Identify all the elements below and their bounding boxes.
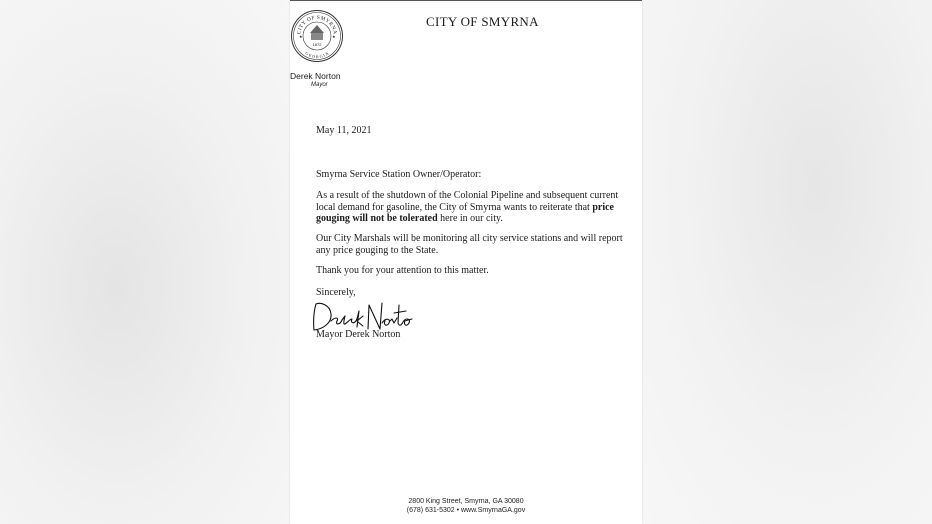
seal-emblem-icon xyxy=(310,25,324,33)
letter-paragraph-3: Thank you for your attention to this matter. xyxy=(316,265,489,276)
blurred-background-left xyxy=(0,0,290,524)
svg-text:★: ★ xyxy=(299,34,303,39)
footer-contact: (678) 631-5302 • www.SmyrnaGA.gov xyxy=(406,507,526,514)
city-seal xyxy=(290,9,344,63)
seal-top-text: CITY OF SMYRNA xyxy=(296,14,338,35)
seal-year: 1872 xyxy=(312,42,322,47)
blurred-background-right xyxy=(642,0,932,524)
svg-text:★: ★ xyxy=(332,34,336,39)
letterhead-mayor-name: Derek Norton xyxy=(290,71,341,81)
letter-date: May 11, 2021 xyxy=(316,125,372,136)
paragraph-1-text-end: here in our city. xyxy=(437,213,503,224)
signer-name: Mayor Derek Norton xyxy=(316,329,401,340)
footer-address: 2800 King Street, Smyrna, GA 30080 xyxy=(408,498,524,505)
letter-paragraph-1 xyxy=(316,190,638,225)
paragraph-1-bold-text: price gouging will not be tolerated xyxy=(316,201,614,224)
letterhead-city-name: CITY OF SMYRNA xyxy=(426,14,539,29)
letterhead-mayor-title: Mayor xyxy=(311,82,328,88)
letter-salutation: Smyrna Service Station Owner/Operator: xyxy=(316,169,482,180)
paragraph-1-text-start: As a result of the shutdown of the Colonial Pipeline and subsequent current local demand for gasoline, the City of Smyrna wants to reiterate that xyxy=(316,190,619,213)
top-border-line xyxy=(290,0,642,1)
letter-page xyxy=(290,0,642,524)
letter-closing: Sincerely, xyxy=(316,287,356,298)
letter-paragraph-2: Our City Marshals will be monitoring all city service stations and will report any price gouging to the State. xyxy=(316,233,623,256)
handwritten-signature xyxy=(310,299,414,333)
seal-bottom-text: GEORGIA xyxy=(304,50,330,60)
